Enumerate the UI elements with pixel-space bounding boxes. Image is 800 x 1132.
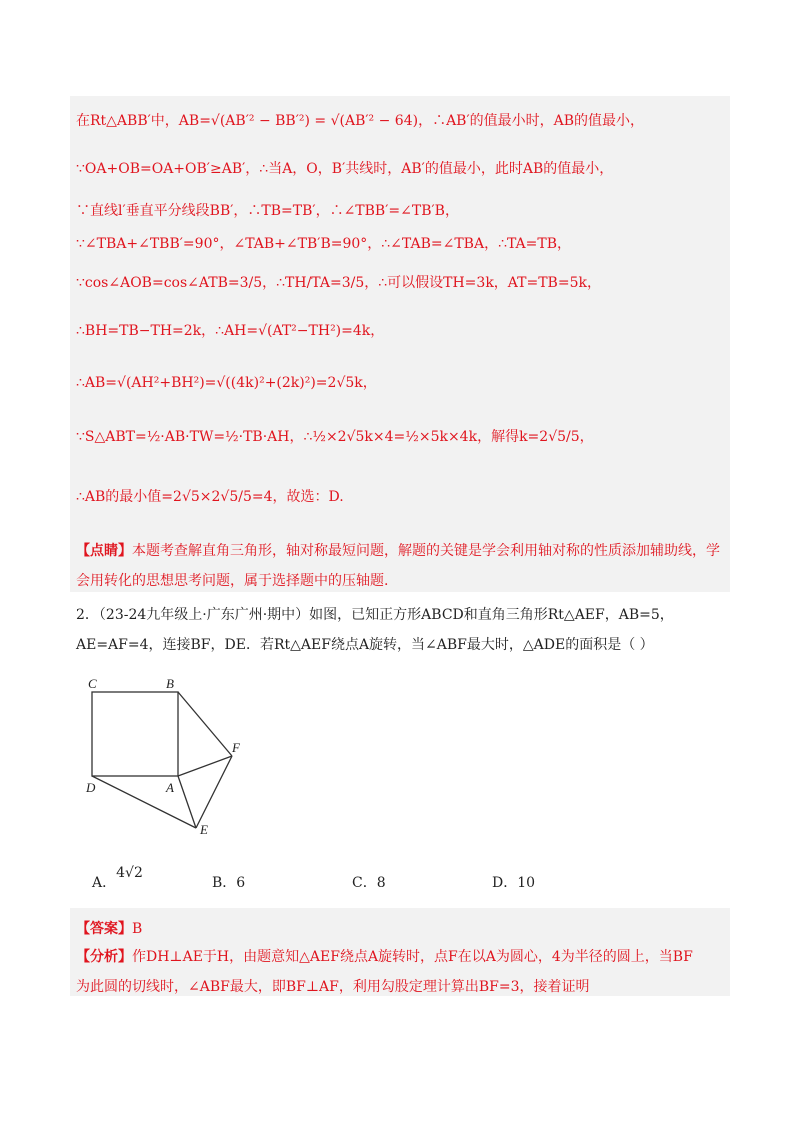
analysis-line-1 xyxy=(76,946,693,966)
solution-line: ∵OA+OB=OA+OB′≥AB′，∴当A，O，B′共线时，AB′的值最小，此时AB的值最小， xyxy=(76,161,614,177)
segment-de xyxy=(92,776,196,828)
segment-fe xyxy=(196,756,232,828)
analysis-text: 作DH⊥AE于H，由题意知△AEF绕点A旋转时，点F在以A为圆心，4为半径的圆上，当BF xyxy=(132,949,693,965)
choice-c[interactable] xyxy=(352,872,386,892)
choice-a[interactable] xyxy=(92,865,143,892)
choice-d-letter: D． xyxy=(492,875,518,891)
label-b: B xyxy=(166,676,174,691)
analysis-tag: 【分析】 xyxy=(76,949,132,965)
solution-line: 在Rt△ABB′中，AB=√(AB′² − BB′²) = √(AB′² − 64)，∴AB′的值最小时，AB的值最小， xyxy=(76,113,645,129)
solution-line: ∵∠TBA+∠TBB′=90°，∠TAB+∠TB′B=90°，∴∠TAB=∠TBA，∴TA=TB， xyxy=(76,236,572,252)
solution-line: ∴AB的最小值=2√5×2√5/5=4，故选：D. xyxy=(76,489,344,505)
choice-d[interactable] xyxy=(492,872,535,892)
solution-line: ∴BH=TB−TH=2k，∴AH=√(AT²−TH²)=4k， xyxy=(76,323,385,339)
choice-a-letter: A． xyxy=(92,875,117,891)
solution-line: ∵直线l′垂直平分线段BB′，∴TB=TB′，∴∠TBB′=∠TB′B， xyxy=(76,203,459,219)
dianjing-tag: 【点睛】 xyxy=(76,543,132,559)
question-line-2: AE=AF=4，连接BF，DE．若Rt△AEF绕点A旋转，当∠ABF最大时，△ADE的面积是（ ） xyxy=(76,637,654,653)
dianjing-text: 本题考查解直角三角形，轴对称最短问题，解题的关键是学会利用轴对称的性质添加辅助线，学 xyxy=(132,543,720,559)
solution-line: ∵S△ABT=½·AB·TW=½·TB·AH，∴½×2√5k×4=½×5k×4k，解得k=2√5/5， xyxy=(76,429,594,445)
question-line-1: 2．（23-24九年级上·广东广州·期中）如图，已知正方形ABCD和直角三角形Rt△AEF，AB=5， xyxy=(76,607,674,623)
answer-value: B xyxy=(132,921,143,937)
choice-a-value: 4√2 xyxy=(116,865,143,881)
choice-c-value: 8 xyxy=(376,875,386,891)
analysis-line-2: 为此圆的切线时，∠ABF最大，即BF⊥AF，利用勾股定理计算出BF=3，接着证明 xyxy=(76,979,590,995)
segment-bf xyxy=(178,692,232,756)
choice-b[interactable] xyxy=(212,872,245,892)
label-c: C xyxy=(88,676,97,691)
choice-c-letter: C． xyxy=(352,875,377,891)
dianjing-line-1 xyxy=(76,540,720,560)
label-f: F xyxy=(232,740,240,755)
label-a: A xyxy=(166,780,174,795)
dianjing-line-2: 会用转化的思想思考问题，属于选择题中的压轴题. xyxy=(76,573,389,589)
answer-tag: 【答案】 xyxy=(76,921,132,937)
choice-d-value: 10 xyxy=(517,875,536,891)
segment-af xyxy=(178,756,232,776)
segment-ae xyxy=(178,776,196,828)
answer-line xyxy=(76,918,142,938)
label-d: D xyxy=(86,780,96,795)
label-e: E xyxy=(200,822,208,837)
choice-b-value: 6 xyxy=(236,875,246,891)
solution-line: ∴AB=√(AH²+BH²)=√((4k)²+(2k)²)=2√5k， xyxy=(76,375,377,391)
solution-line: ∵cos∠AOB=cos∠ATB=3/5，∴TH/TA=3/5，∴可以假设TH=3k，AT=TB=5k， xyxy=(76,275,601,291)
square-abcd xyxy=(92,692,178,776)
choice-b-letter: B． xyxy=(212,875,237,891)
